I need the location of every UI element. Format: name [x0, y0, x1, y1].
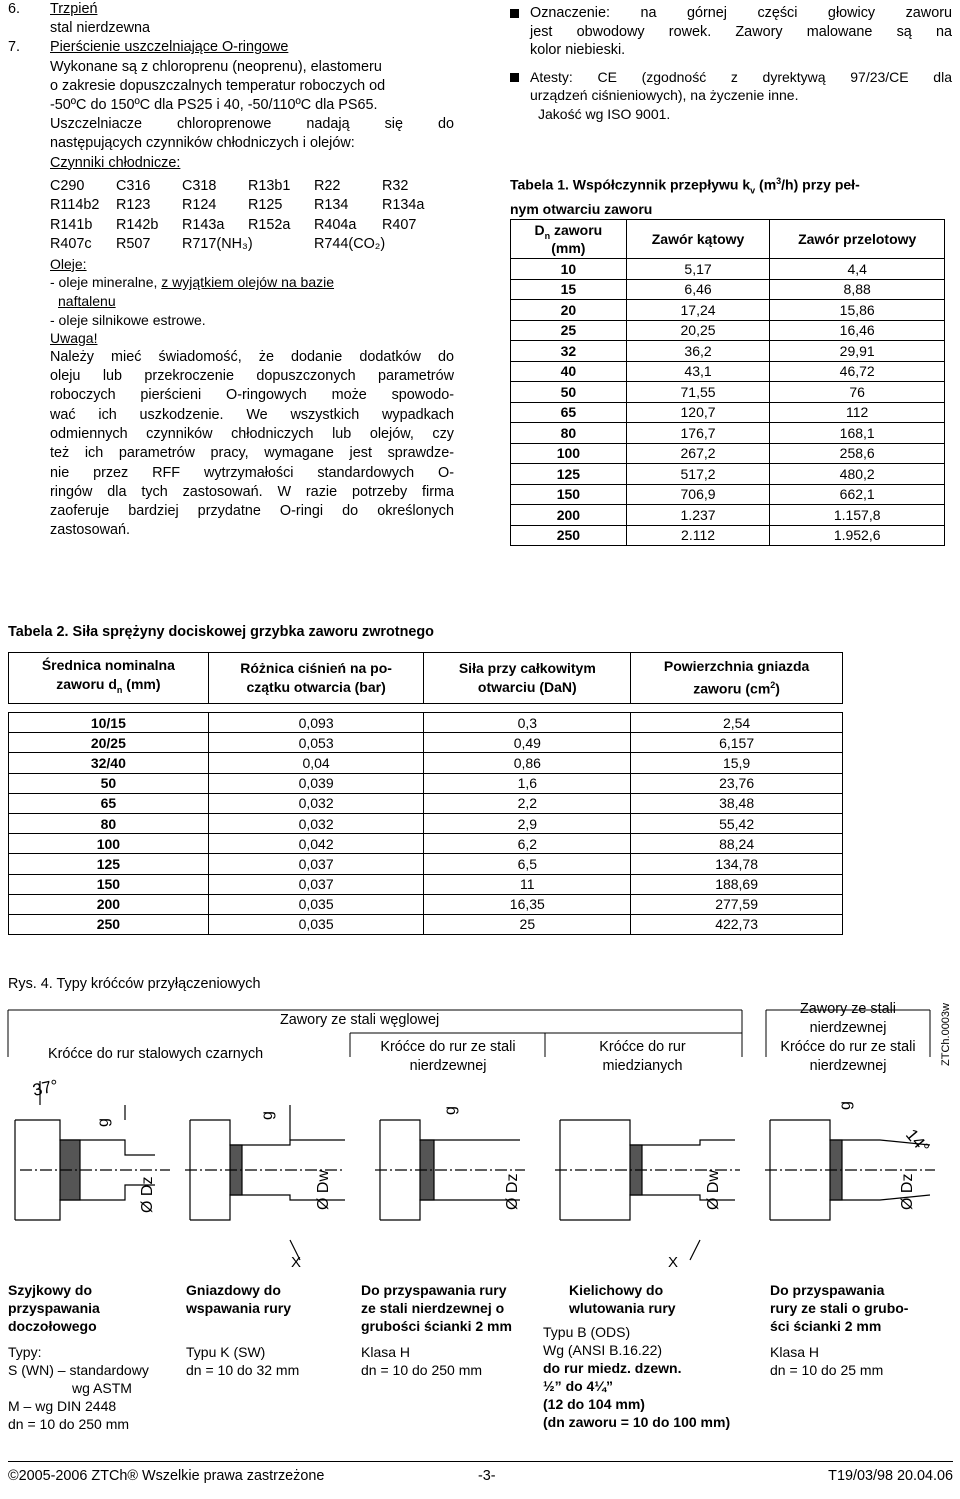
table1-cell: 25 [511, 320, 627, 341]
table1-caption: Tabela 1. Współczynnik przepływu $k_v$ $(m^3/h)$ przy peł- nym otwarciu zaworu [510, 176, 860, 218]
table1-cell: 20 [511, 300, 627, 321]
table1 [510, 219, 945, 546]
table2-cell: 11 [424, 874, 631, 894]
table1-cell: 10 [511, 259, 627, 280]
table1-row [511, 300, 945, 321]
table2-cell: 0,49 [424, 733, 631, 753]
table2-row [9, 793, 843, 813]
table1-cell: 36,2 [626, 341, 770, 362]
table1-cell: 1.952,6 [770, 525, 945, 546]
table1-cell: 40 [511, 361, 627, 382]
table1-row [511, 443, 945, 464]
footer-rule [8, 1461, 953, 1462]
refrigerants-label: Czynniki chłodnicze: [50, 154, 181, 171]
table1-row [511, 361, 945, 382]
table2-cell: 25 [424, 914, 631, 934]
table2-cell: 0,04 [208, 753, 424, 773]
sub-copper: Króćce do rur miedzianych [599, 1039, 686, 1074]
type-stainless-weld: Do przyspawania rury ze stali nierdzewnej o grubości ścianki 2 mm Klasa H dn = 10 do 250 mm [361, 1282, 512, 1378]
sub-stainless2: Króćce do rur ze stali nierdzewnej [780, 1039, 916, 1074]
type-copper: Kielichowy do wlutowania rury Typu B (ODS) Wg (ANSI B.16.22) do rur miedz. dzewn. ½” do 4¼” (12 do 104 mm) (dn zaworu = 10 do 100 mm) [543, 1282, 731, 1430]
angle-label: 37° [30, 1075, 60, 1100]
x-label: X [668, 1254, 679, 1271]
table1-cell: 1.237 [626, 505, 770, 526]
table2-cell: 0,032 [208, 813, 424, 833]
footer-doc: T19/03/98 20.04.06 [828, 1468, 953, 1484]
table2-header-pressure: Różnica ciśnień na po- czątku otwarcia (bar) [208, 653, 424, 704]
table2-header [9, 653, 843, 704]
footer-copyright: ©2005-2006 ZTCh® Wszelkie prawa zastrzeżone [8, 1468, 325, 1484]
table2-cell: 0,053 [208, 733, 424, 753]
table1-cell: 29,91 [770, 341, 945, 362]
table2-cell: 15,9 [631, 753, 843, 773]
x-label: X [291, 1254, 302, 1271]
table2-cell: 0,042 [208, 834, 424, 854]
header-carbon: Zawory ze stali węglowej [280, 1012, 440, 1028]
type-socketweld: Gniazdowy do wspawania rury Typu K (SW) dn = 10 do 32 mm [186, 1282, 300, 1378]
table1-row [511, 464, 945, 485]
table1-header-dn: $D_n$ zaworu (mm) [511, 220, 627, 259]
table2-cell: 125 [9, 854, 209, 874]
table1-cell: 80 [511, 423, 627, 444]
table2-cell: 0,039 [208, 773, 424, 793]
table2-header-force: Siła przy całkowitym otwarciu (DaN) [424, 653, 631, 704]
table2-cell: 65 [9, 793, 209, 813]
table1-cell: 17,24 [626, 300, 770, 321]
oils-block: Oleje: - oleje mineralne, z wyjątkiem olejów na bazie naftalenu - oleje silnikowe estrowe. Uwaga! [8, 255, 454, 348]
table2-row [9, 894, 843, 914]
dw-label: Ø Dw [705, 1170, 722, 1210]
table2-row [9, 753, 843, 773]
figure-caption: Rys. 4. Typy króćców przyłączeniowych [8, 976, 261, 992]
left-column [8, 0, 454, 541]
table1-cell: 267,2 [626, 443, 770, 464]
certs-block: Atesty: CE (zgodność z dyrektywą 97/23/CE dla urządzeń ciśnieniowych), na życzenie inne. Jakość wg ISO 9001. [510, 68, 952, 124]
type-buttweld: Szyjkowy do przyspawania doczołowego Typy: S (WN) – standardowy wg ASTM M – wg DIN 2448 dn = 10 do 250 mm [8, 1282, 149, 1432]
table1-cell: 15 [511, 279, 627, 300]
g-label: g [259, 1111, 276, 1120]
item-6: 6. Trzpień [8, 0, 454, 19]
table1-cell: 480,2 [770, 464, 945, 485]
dz-label: Ø Dz [899, 1173, 916, 1210]
table2-row [9, 874, 843, 894]
table2-cell: 0,3 [424, 713, 631, 733]
table1-cell: 517,2 [626, 464, 770, 485]
table2-header-area: Powierzchnia gniazda zaworu $(cm^2)$ [631, 653, 843, 704]
table1-cell: 200 [511, 505, 627, 526]
table1-cell: 706,9 [626, 484, 770, 505]
table2-row [9, 733, 843, 753]
bullet-icon [510, 9, 519, 18]
table1-cell: 15,86 [770, 300, 945, 321]
table1-cell: 50 [511, 382, 627, 403]
drawing-code: ZTCh.0003w [940, 1003, 952, 1066]
table2-cell: 0,093 [208, 713, 424, 733]
table2-cell: 134,78 [631, 854, 843, 874]
table1-row [511, 402, 945, 423]
table1-cell: 46,72 [770, 361, 945, 382]
type-stainless-thin: Do przyspawania rury ze stali o grubo- ści ścianki 2 mm Klasa H dn = 10 do 25 mm [770, 1282, 909, 1378]
table2-cell: 6,2 [424, 834, 631, 854]
table2-row [9, 914, 843, 934]
table2-cell: 422,73 [631, 914, 843, 934]
table2-cell: 277,59 [631, 894, 843, 914]
table2-header-diameter: Średnica nominalna zaworu $d_n$ (mm) [9, 653, 209, 704]
table2-cell: 150 [9, 874, 209, 894]
item-7-text: Wykonane są z chloroprenu (neoprenu), elastomeru o zakresie dopuszczalnych temperatur roboczych od -50ºC do 150ºC dla PS25 i 40, -50/110ºC dla PS65. Uszczelniacze chloroprenowe nadają się do następujących czynników chłodniczych i olejów: [50, 58, 454, 152]
table1-cell: 112 [770, 402, 945, 423]
table2-cell: 100 [9, 834, 209, 854]
angle-label: 14° [901, 1125, 934, 1158]
table2-cell: 0,86 [424, 753, 631, 773]
dz-label: Ø Dz [504, 1173, 521, 1210]
table2-cell: 250 [9, 914, 209, 934]
stainless-weld-drawing [375, 1120, 525, 1220]
footer-page: -3- [478, 1468, 496, 1484]
table2-cell: 23,76 [631, 773, 843, 793]
bullet-icon [510, 73, 519, 82]
table2-cell: 0,035 [208, 914, 424, 934]
table1-row [511, 525, 945, 546]
table2-cell: 6,5 [424, 854, 631, 874]
table2-row [9, 713, 843, 733]
table1-cell: 120,7 [626, 402, 770, 423]
table1-cell: 43,1 [626, 361, 770, 382]
table1-row [511, 279, 945, 300]
marking-block: Oznaczenie: na górnej części głowicy zaworu jest obwodowy rowek. Zawory malowane są na kolor niebieski. [510, 4, 952, 60]
table2 [8, 652, 843, 935]
table2-cell: 200 [9, 894, 209, 914]
table2-cell: 0,037 [208, 874, 424, 894]
table1-cell: 258,6 [770, 443, 945, 464]
refrigerants-grid: C290 C316 C318 R13b1 R22 R32 R114b2 R123 R124 R125 R134 R134a R141b R142b R143a R152a R404a R407 R407c R507 R717(NH₃) R744(CO₂) [50, 177, 425, 253]
table2-row [9, 854, 843, 874]
table1-cell: 16,46 [770, 320, 945, 341]
table1-cell: 662,1 [770, 484, 945, 505]
table1-cell: 1.157,8 [770, 505, 945, 526]
table1-cell: 65 [511, 402, 627, 423]
table1-cell: 32 [511, 341, 627, 362]
table1-cell: 2.112 [626, 525, 770, 546]
dz-label: Ø Dz [139, 1176, 156, 1213]
table1-cell: 5,17 [626, 259, 770, 280]
table2-caption: Tabela 2. Siła sprężyny dociskowej grzybka zaworu zwrotnego [8, 624, 434, 640]
g-label: g [837, 1101, 854, 1110]
table1-header-straight: Zawór przelotowy [770, 220, 945, 259]
table1-cell: 8,88 [770, 279, 945, 300]
table2-cell: 188,69 [631, 874, 843, 894]
table1-cell: 76 [770, 382, 945, 403]
table1-cell: 250 [511, 525, 627, 546]
table1-cell: 168,1 [770, 423, 945, 444]
table1-row [511, 320, 945, 341]
table1-cell: 71,55 [626, 382, 770, 403]
item-6-title: Trzpień [50, 1, 98, 17]
table1-cell: 100 [511, 443, 627, 464]
table2-row [9, 813, 843, 833]
table1-row [511, 341, 945, 362]
right-column [510, 4, 952, 123]
sub-black: Króćce do rur stalowych czarnych [48, 1046, 264, 1062]
table2-cell: 16,35 [424, 894, 631, 914]
table2-cell: 0,037 [208, 854, 424, 874]
table1-row [511, 505, 945, 526]
table1-row [511, 484, 945, 505]
item-7: 7. Pierścienie uszczelniające O-ringowe [8, 38, 454, 57]
item-7-title: Pierścienie uszczelniające O-ringowe [50, 39, 289, 56]
table1-row [511, 423, 945, 444]
dw-label: Ø Dw [315, 1170, 332, 1210]
table1-row [511, 259, 945, 280]
table2-cell: 2,2 [424, 793, 631, 813]
table2-cell: 0,035 [208, 894, 424, 914]
header-stainless: Zawory ze stali nierdzewnej [800, 1001, 896, 1036]
table2-cell: 10/15 [9, 713, 209, 733]
g-label: g [442, 1106, 459, 1115]
table1-header [511, 220, 945, 259]
table2-cell: 55,42 [631, 813, 843, 833]
table2-cell: 2,9 [424, 813, 631, 833]
table2-cell: 0,032 [208, 793, 424, 813]
table1-cell: 6,46 [626, 279, 770, 300]
table2-cell: 1,6 [424, 773, 631, 793]
table2-cell: 32/40 [9, 753, 209, 773]
table1-cell: 20,25 [626, 320, 770, 341]
table1-cell: 4,4 [770, 259, 945, 280]
table2-row [9, 834, 843, 854]
table2-cell: 20/25 [9, 733, 209, 753]
item-6-text: stal nierdzewna [50, 20, 150, 37]
table2-cell: 80 [9, 813, 209, 833]
table1-cell: 125 [511, 464, 627, 485]
table2-cell: 50 [9, 773, 209, 793]
g-label: g [95, 1118, 112, 1127]
table2-cell: 2,54 [631, 713, 843, 733]
table2-cell: 6,157 [631, 733, 843, 753]
table1-header-angle: Zawór kątowy [626, 220, 770, 259]
table1-cell: 150 [511, 484, 627, 505]
warning-label: Uwaga! [50, 330, 98, 347]
warning-text: Należy mieć świadomość, że dodanie dodatków do oleju lub przekroczenie dopuszczonych parametrów roboczych pierścieni O-ringowych może spowodo- wać ich uszkodzenie. We wszystkich wypadkach odmiennych czynników chłodniczych lub olejów, czy też ich parametrów pracy, wymagane jest sprawdze- nie przez RFF wytrzymałości standardowych O- ringów dla tych zastosowań. W razie potrzeby firma zaoferuje bardziej przydatne O-ringi do określonych zastosowań. [50, 348, 454, 539]
table2-row [9, 773, 843, 793]
table1-cell: 176,7 [626, 423, 770, 444]
table2-cell: 88,24 [631, 834, 843, 854]
table1-row [511, 382, 945, 403]
table2-cell: 38,48 [631, 793, 843, 813]
footer [8, 1468, 953, 1484]
sub-stainless: Króćce do rur ze stali nierdzewnej [380, 1039, 516, 1074]
